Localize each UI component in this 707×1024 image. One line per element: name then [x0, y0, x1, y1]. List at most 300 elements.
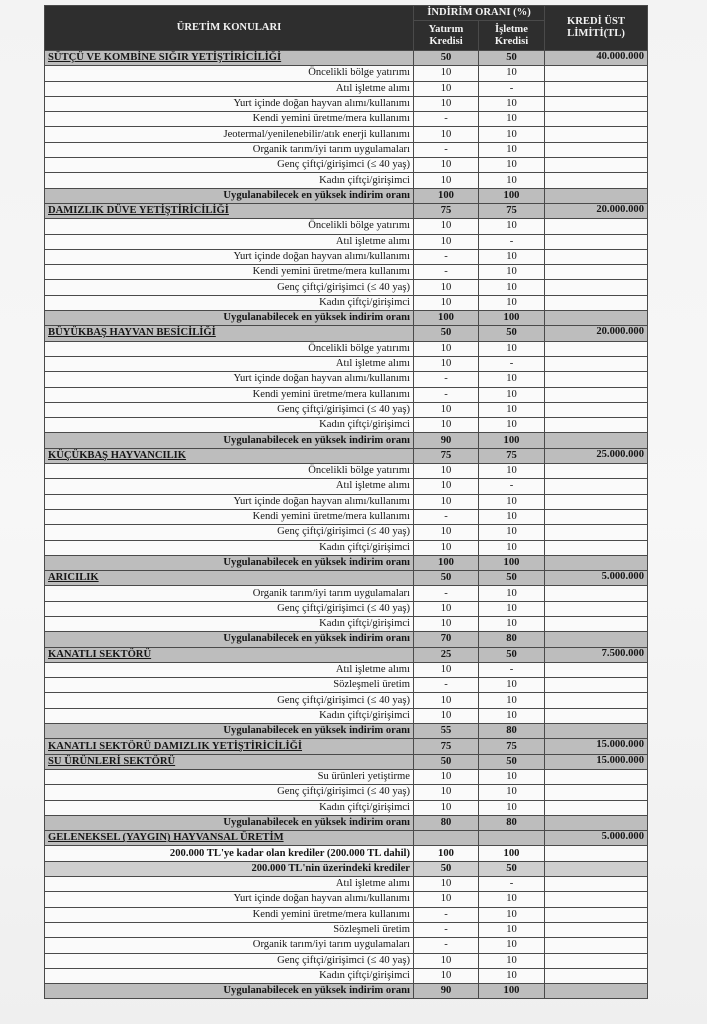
criteria-operating: 10: [479, 678, 545, 693]
criteria-row: [45, 708, 648, 723]
criteria-label: Öncelikli bölge yatırımı: [45, 66, 414, 81]
criteria-label: Jeotermal/yenilenebilir/atık enerji kullanımı: [45, 127, 414, 142]
criteria-operating: 10: [479, 219, 545, 234]
criteria-investment: 10: [414, 693, 479, 708]
criteria-operating: 10: [479, 769, 545, 784]
section-operating-rate: 50: [479, 571, 545, 586]
section-operating-rate: 75: [479, 739, 545, 754]
limit-empty-cell: [545, 112, 648, 127]
criteria-investment: 10: [414, 525, 479, 540]
section-investment-rate: [414, 831, 479, 846]
limit-empty-cell: [545, 632, 648, 647]
limit-empty-cell: [545, 525, 648, 540]
criteria-investment: 10: [414, 968, 479, 983]
section-header-row: [45, 754, 648, 769]
criteria-label: Kadın çiftçi/girişimci: [45, 708, 414, 723]
criteria-label: Genç çiftçi/girişimci (≤ 40 yaş): [45, 785, 414, 800]
limit-empty-cell: [545, 509, 648, 524]
criteria-operating: 10: [479, 907, 545, 922]
criteria-label: Genç çiftçi/girişimci (≤ 40 yaş): [45, 693, 414, 708]
criteria-operating: 10: [479, 112, 545, 127]
section-name: ARICILIK: [45, 571, 414, 586]
limit-empty-cell: [545, 127, 648, 142]
max-discount-label: Uygulanabilecek en yüksek indirim oranı: [45, 984, 414, 999]
limit-empty-cell: [545, 678, 648, 693]
criteria-row: [45, 616, 648, 631]
section-name: SÜTÇÜ VE KOMBİNE SIĞIR YETİŞTİRİCİLİĞİ: [45, 51, 414, 66]
criteria-label: Genç çiftçi/girişimci (≤ 40 yaş): [45, 953, 414, 968]
criteria-label: Organik tarım/iyi tarım uygulamaları: [45, 586, 414, 601]
criteria-row: [45, 800, 648, 815]
limit-empty-cell: [545, 892, 648, 907]
criteria-row: [45, 173, 648, 188]
limit-empty-cell: [545, 601, 648, 616]
criteria-investment: 10: [414, 356, 479, 371]
header-operating-credit: İşletme Kredisi: [479, 21, 545, 51]
criteria-row: [45, 892, 648, 907]
limit-empty-cell: [545, 785, 648, 800]
limit-empty-cell: [545, 938, 648, 953]
criteria-investment: 10: [414, 295, 479, 310]
limit-empty-cell: [545, 66, 648, 81]
criteria-label: Atıl işletme alımı: [45, 81, 414, 96]
criteria-label: Kadın çiftçi/girişimci: [45, 968, 414, 983]
limit-empty-cell: [545, 953, 648, 968]
section-header-row: [45, 647, 648, 662]
max-discount-label: Uygulanabilecek en yüksek indirim oranı: [45, 632, 414, 647]
criteria-row: [45, 234, 648, 249]
max-discount-row: [45, 433, 648, 448]
table-header: [45, 6, 648, 51]
criteria-label: Kadın çiftçi/girişimci: [45, 800, 414, 815]
section-header-row: [45, 571, 648, 586]
criteria-label: Kendi yemini üretme/mera kullanımı: [45, 112, 414, 127]
criteria-row: [45, 540, 648, 555]
section-name: GELENEKSEL (YAYGIN) HAYVANSAL ÜRETİM: [45, 831, 414, 846]
criteria-investment: 10: [414, 127, 479, 142]
header-discount-rate: İNDİRİM ORANI (%): [414, 6, 545, 21]
criteria-operating: 10: [479, 387, 545, 402]
criteria-operating: 10: [479, 341, 545, 356]
section-name: SU ÜRÜNLERİ SEKTÖRÜ: [45, 754, 414, 769]
limit-empty-cell: [545, 356, 648, 371]
section-name: BÜYÜKBAŞ HAYVAN BESİCİLİĞİ: [45, 326, 414, 341]
criteria-operating: 10: [479, 372, 545, 387]
criteria-investment: 10: [414, 601, 479, 616]
criteria-investment: -: [414, 586, 479, 601]
limit-empty-cell: [545, 387, 648, 402]
limit-empty-cell: [545, 616, 648, 631]
limit-empty-cell: [545, 464, 648, 479]
max-discount-label: Uygulanabilecek en yüksek indirim oranı: [45, 188, 414, 203]
limit-empty-cell: [545, 433, 648, 448]
criteria-operating: 10: [479, 525, 545, 540]
limit-empty-cell: [545, 81, 648, 96]
criteria-label: Genç çiftçi/girişimci (≤ 40 yaş): [45, 402, 414, 417]
max-discount-investment: 55: [414, 724, 479, 739]
criteria-label: Genç çiftçi/girişimci (≤ 40 yaş): [45, 601, 414, 616]
max-discount-investment: 90: [414, 433, 479, 448]
limit-empty-cell: [545, 142, 648, 157]
criteria-label: Sözleşmeli üretim: [45, 678, 414, 693]
limit-empty-cell: [545, 708, 648, 723]
criteria-operating: 10: [479, 922, 545, 937]
criteria-operating: 10: [479, 509, 545, 524]
limit-empty-cell: [545, 341, 648, 356]
criteria-investment: 10: [414, 479, 479, 494]
max-discount-operating: 80: [479, 724, 545, 739]
limit-empty-cell: [545, 540, 648, 555]
criteria-operating: 10: [479, 708, 545, 723]
criteria-operating: 10: [479, 142, 545, 157]
criteria-operating: 10: [479, 494, 545, 509]
max-discount-investment: 100: [414, 188, 479, 203]
criteria-label: Kendi yemini üretme/mera kullanımı: [45, 509, 414, 524]
credit-range-investment: 100: [414, 846, 479, 861]
section-header-row: [45, 831, 648, 846]
criteria-label: Atıl işletme alımı: [45, 234, 414, 249]
criteria-operating: 10: [479, 173, 545, 188]
criteria-operating: 10: [479, 540, 545, 555]
criteria-row: [45, 81, 648, 96]
credit-range-row: [45, 861, 648, 876]
criteria-investment: 10: [414, 280, 479, 295]
criteria-row: [45, 158, 648, 173]
criteria-label: Atıl işletme alımı: [45, 662, 414, 677]
criteria-row: [45, 601, 648, 616]
criteria-operating: 10: [479, 265, 545, 280]
limit-empty-cell: [545, 984, 648, 999]
criteria-investment: -: [414, 372, 479, 387]
criteria-row: [45, 494, 648, 509]
section-credit-limit: 5.000.000: [545, 831, 648, 846]
limit-empty-cell: [545, 494, 648, 509]
criteria-operating: 10: [479, 938, 545, 953]
limit-empty-cell: [545, 265, 648, 280]
section-credit-limit: 15.000.000: [545, 739, 648, 754]
section-name: KANATLI SEKTÖRÜ DAMIZLIK YETİŞTİRİCİLİĞİ: [45, 739, 414, 754]
criteria-label: Öncelikli bölge yatırımı: [45, 341, 414, 356]
max-discount-investment: 80: [414, 815, 479, 830]
criteria-row: [45, 66, 648, 81]
criteria-operating: 10: [479, 249, 545, 264]
criteria-investment: -: [414, 142, 479, 157]
section-credit-limit: 25.000.000: [545, 448, 648, 463]
criteria-row: [45, 249, 648, 264]
criteria-investment: 10: [414, 96, 479, 111]
section-investment-rate: 50: [414, 571, 479, 586]
max-discount-investment: 100: [414, 555, 479, 570]
criteria-label: Yurt içinde doğan hayvan alımı/kullanımı: [45, 892, 414, 907]
criteria-investment: -: [414, 112, 479, 127]
criteria-label: Yurt içinde doğan hayvan alımı/kullanımı: [45, 249, 414, 264]
limit-empty-cell: [545, 586, 648, 601]
criteria-investment: 10: [414, 219, 479, 234]
criteria-row: [45, 356, 648, 371]
criteria-label: Organik tarım/iyi tarım uygulamaları: [45, 142, 414, 157]
limit-empty-cell: [545, 693, 648, 708]
max-discount-label: Uygulanabilecek en yüksek indirim oranı: [45, 815, 414, 830]
criteria-investment: 10: [414, 800, 479, 815]
limit-empty-cell: [545, 769, 648, 784]
criteria-investment: 10: [414, 708, 479, 723]
criteria-investment: -: [414, 249, 479, 264]
section-investment-rate: 50: [414, 51, 479, 66]
criteria-label: Genç çiftçi/girişimci (≤ 40 yaş): [45, 525, 414, 540]
criteria-row: [45, 295, 648, 310]
criteria-operating: 10: [479, 892, 545, 907]
criteria-row: [45, 219, 648, 234]
criteria-operating: 10: [479, 785, 545, 800]
section-header-row: [45, 739, 648, 754]
section-operating-rate: 75: [479, 203, 545, 218]
limit-empty-cell: [545, 158, 648, 173]
limit-empty-cell: [545, 372, 648, 387]
max-discount-row: [45, 311, 648, 326]
criteria-investment: 10: [414, 158, 479, 173]
criteria-operating: 10: [479, 693, 545, 708]
criteria-operating: 10: [479, 800, 545, 815]
max-discount-investment: 100: [414, 311, 479, 326]
criteria-label: Kendi yemini üretme/mera kullanımı: [45, 907, 414, 922]
limit-empty-cell: [545, 877, 648, 892]
criteria-label: Yurt içinde doğan hayvan alımı/kullanımı: [45, 494, 414, 509]
criteria-label: Yurt içinde doğan hayvan alımı/kullanımı: [45, 372, 414, 387]
criteria-row: [45, 464, 648, 479]
criteria-row: [45, 387, 648, 402]
criteria-row: [45, 142, 648, 157]
criteria-investment: 10: [414, 953, 479, 968]
criteria-investment: 10: [414, 464, 479, 479]
criteria-row: [45, 678, 648, 693]
criteria-operating: 10: [479, 616, 545, 631]
criteria-label: Öncelikli bölge yatırımı: [45, 219, 414, 234]
limit-empty-cell: [545, 280, 648, 295]
limit-empty-cell: [545, 311, 648, 326]
section-header-row: [45, 448, 648, 463]
criteria-row: [45, 953, 648, 968]
limit-empty-cell: [545, 662, 648, 677]
criteria-row: [45, 922, 648, 937]
criteria-investment: 10: [414, 81, 479, 96]
section-investment-rate: 75: [414, 448, 479, 463]
limit-empty-cell: [545, 418, 648, 433]
max-discount-row: [45, 555, 648, 570]
criteria-row: [45, 968, 648, 983]
criteria-operating: 10: [479, 601, 545, 616]
max-discount-label: Uygulanabilecek en yüksek indirim oranı: [45, 555, 414, 570]
credit-range-operating: 100: [479, 846, 545, 861]
max-discount-label: Uygulanabilecek en yüksek indirim oranı: [45, 724, 414, 739]
max-discount-row: [45, 984, 648, 999]
criteria-investment: 10: [414, 616, 479, 631]
criteria-row: [45, 769, 648, 784]
criteria-investment: 10: [414, 662, 479, 677]
credit-range-label: 200.000 TL'nin üzerindeki krediler: [45, 861, 414, 876]
limit-empty-cell: [545, 402, 648, 417]
max-discount-investment: 70: [414, 632, 479, 647]
criteria-row: [45, 525, 648, 540]
max-discount-operating: 100: [479, 984, 545, 999]
criteria-operating: 10: [479, 295, 545, 310]
section-investment-rate: 50: [414, 754, 479, 769]
section-credit-limit: 40.000.000: [545, 51, 648, 66]
criteria-investment: 10: [414, 402, 479, 417]
criteria-label: Kadın çiftçi/girişimci: [45, 616, 414, 631]
criteria-row: [45, 112, 648, 127]
criteria-row: [45, 372, 648, 387]
criteria-row: [45, 938, 648, 953]
criteria-investment: 10: [414, 418, 479, 433]
limit-empty-cell: [545, 815, 648, 830]
criteria-operating: 10: [479, 464, 545, 479]
criteria-operating: -: [479, 662, 545, 677]
criteria-label: Genç çiftçi/girişimci (≤ 40 yaş): [45, 280, 414, 295]
section-investment-rate: 75: [414, 739, 479, 754]
criteria-row: [45, 907, 648, 922]
credit-discount-table: [44, 5, 648, 999]
section-name: KANATLI SEKTÖRÜ: [45, 647, 414, 662]
criteria-investment: -: [414, 922, 479, 937]
criteria-operating: 10: [479, 953, 545, 968]
criteria-operating: -: [479, 877, 545, 892]
section-name: KÜÇÜKBAŞ HAYVANCILIK: [45, 448, 414, 463]
section-investment-rate: 75: [414, 203, 479, 218]
max-discount-operating: 100: [479, 311, 545, 326]
section-name: DAMIZLIK DÜVE YETİŞTİRİCİLİĞİ: [45, 203, 414, 218]
criteria-row: [45, 877, 648, 892]
max-discount-row: [45, 632, 648, 647]
header-credit-limit: KREDİ ÜST LİMİTİ(TL): [545, 6, 648, 51]
section-header-row: [45, 326, 648, 341]
limit-empty-cell: [545, 907, 648, 922]
criteria-investment: 10: [414, 785, 479, 800]
credit-range-row: [45, 846, 648, 861]
criteria-investment: 10: [414, 66, 479, 81]
criteria-investment: 10: [414, 540, 479, 555]
criteria-operating: -: [479, 234, 545, 249]
criteria-investment: 10: [414, 494, 479, 509]
criteria-operating: -: [479, 356, 545, 371]
max-discount-row: [45, 815, 648, 830]
criteria-label: Atıl işletme alımı: [45, 479, 414, 494]
max-discount-row: [45, 188, 648, 203]
criteria-operating: 10: [479, 968, 545, 983]
limit-empty-cell: [545, 188, 648, 203]
limit-empty-cell: [545, 479, 648, 494]
limit-empty-cell: [545, 249, 648, 264]
criteria-row: [45, 96, 648, 111]
criteria-investment: 10: [414, 341, 479, 356]
criteria-label: Kadın çiftçi/girişimci: [45, 540, 414, 555]
max-discount-operating: 80: [479, 632, 545, 647]
section-operating-rate: 50: [479, 647, 545, 662]
criteria-investment: -: [414, 509, 479, 524]
max-discount-operating: 80: [479, 815, 545, 830]
header-topics: ÜRETİM KONULARI: [45, 6, 414, 51]
criteria-investment: 10: [414, 877, 479, 892]
section-header-row: [45, 203, 648, 218]
criteria-row: [45, 509, 648, 524]
criteria-label: Yurt içinde doğan hayvan alımı/kullanımı: [45, 96, 414, 111]
limit-empty-cell: [545, 219, 648, 234]
max-discount-label: Uygulanabilecek en yüksek indirim oranı: [45, 433, 414, 448]
limit-empty-cell: [545, 800, 648, 815]
criteria-investment: -: [414, 678, 479, 693]
criteria-label: Kadın çiftçi/girişimci: [45, 295, 414, 310]
criteria-investment: 10: [414, 892, 479, 907]
limit-empty-cell: [545, 234, 648, 249]
section-credit-limit: 15.000.000: [545, 754, 648, 769]
section-credit-limit: 20.000.000: [545, 203, 648, 218]
criteria-row: [45, 265, 648, 280]
header-investment-credit: Yatırım Kredisi: [414, 21, 479, 51]
criteria-operating: 10: [479, 96, 545, 111]
criteria-row: [45, 586, 648, 601]
criteria-operating: -: [479, 81, 545, 96]
max-discount-operating: 100: [479, 188, 545, 203]
criteria-label: Organik tarım/iyi tarım uygulamaları: [45, 938, 414, 953]
criteria-label: Kadın çiftçi/girişimci: [45, 173, 414, 188]
criteria-row: [45, 418, 648, 433]
credit-range-operating: 50: [479, 861, 545, 876]
section-operating-rate: 50: [479, 51, 545, 66]
criteria-investment: -: [414, 907, 479, 922]
section-investment-rate: 25: [414, 647, 479, 662]
criteria-row: [45, 785, 648, 800]
criteria-operating: 10: [479, 280, 545, 295]
criteria-investment: 10: [414, 234, 479, 249]
criteria-row: [45, 402, 648, 417]
criteria-operating: 10: [479, 402, 545, 417]
criteria-operating: -: [479, 479, 545, 494]
limit-empty-cell: [545, 922, 648, 937]
criteria-label: Kendi yemini üretme/mera kullanımı: [45, 387, 414, 402]
criteria-label: Kadın çiftçi/girişimci: [45, 418, 414, 433]
criteria-label: Sözleşmeli üretim: [45, 922, 414, 937]
table-body: [45, 51, 648, 999]
max-discount-investment: 90: [414, 984, 479, 999]
criteria-row: [45, 127, 648, 142]
criteria-label: Genç çiftçi/girişimci (≤ 40 yaş): [45, 158, 414, 173]
criteria-label: Öncelikli bölge yatırımı: [45, 464, 414, 479]
max-discount-row: [45, 724, 648, 739]
limit-empty-cell: [545, 968, 648, 983]
credit-range-label: 200.000 TL'ye kadar olan krediler (200.000 TL dahil): [45, 846, 414, 861]
criteria-operating: 10: [479, 66, 545, 81]
criteria-label: Kendi yemini üretme/mera kullanımı: [45, 265, 414, 280]
criteria-row: [45, 693, 648, 708]
criteria-operating: 10: [479, 127, 545, 142]
limit-empty-cell: [545, 861, 648, 876]
section-credit-limit: 7.500.000: [545, 647, 648, 662]
max-discount-operating: 100: [479, 433, 545, 448]
credit-range-investment: 50: [414, 861, 479, 876]
criteria-operating: 10: [479, 158, 545, 173]
criteria-label: Atıl işletme alımı: [45, 356, 414, 371]
criteria-row: [45, 662, 648, 677]
section-credit-limit: 5.000.000: [545, 571, 648, 586]
criteria-row: [45, 280, 648, 295]
limit-empty-cell: [545, 173, 648, 188]
criteria-investment: 10: [414, 769, 479, 784]
criteria-investment: -: [414, 938, 479, 953]
section-operating-rate: [479, 831, 545, 846]
criteria-investment: -: [414, 387, 479, 402]
limit-empty-cell: [545, 724, 648, 739]
criteria-investment: 10: [414, 173, 479, 188]
criteria-label: Atıl işletme alımı: [45, 877, 414, 892]
